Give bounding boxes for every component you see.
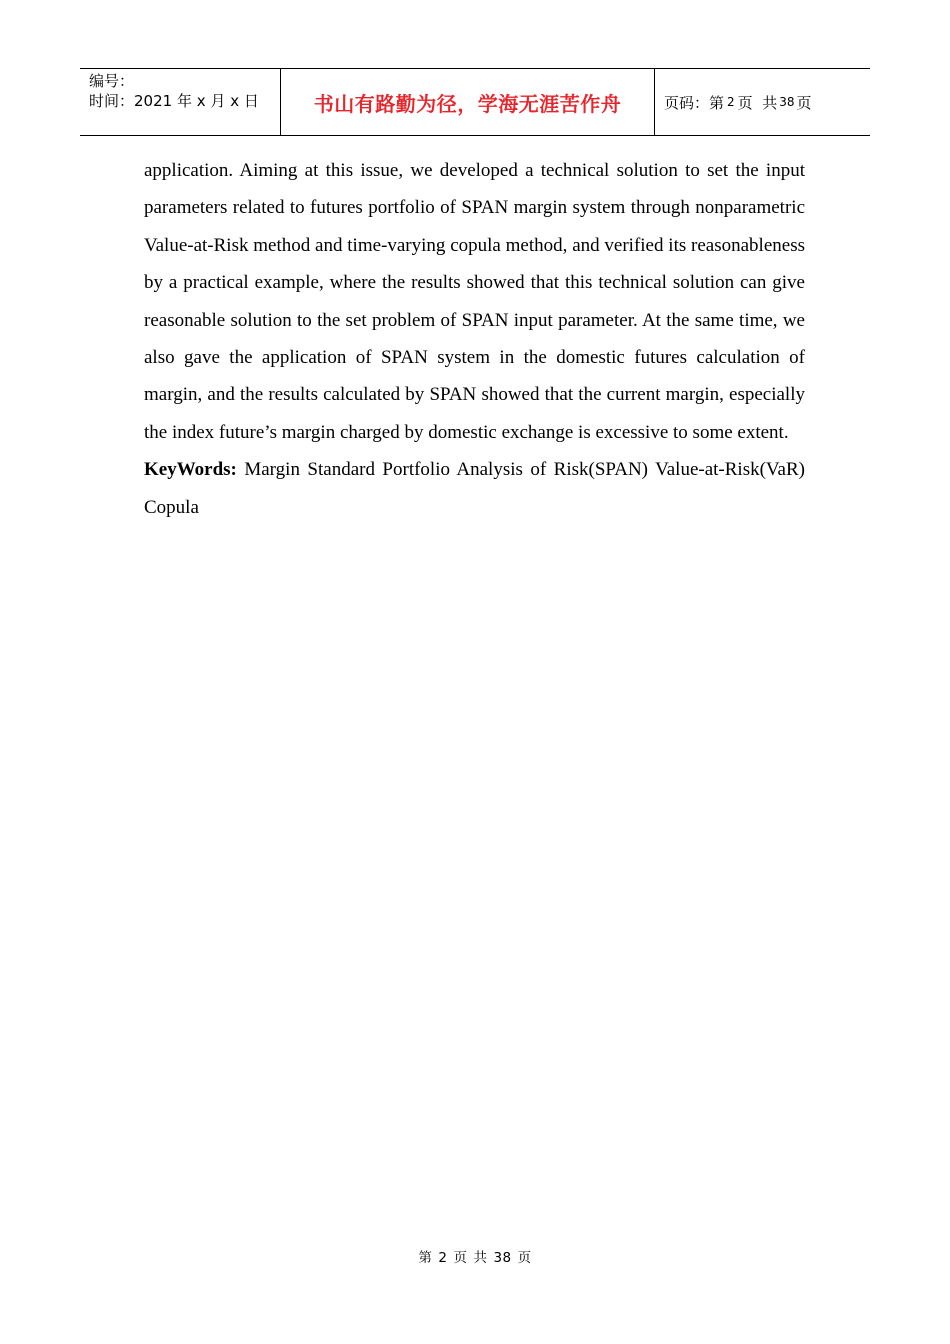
footer-prefix: 第 [418,1250,433,1266]
page-footer [0,1246,950,1266]
keyword-item: Margin [244,459,300,481]
time-year-char: 年 [176,92,192,110]
footer-total-prefix: 共 [473,1250,488,1266]
footer-current: 2 [438,1250,448,1266]
header-motto-cell [281,69,655,135]
time-year: 2021 [134,92,173,110]
time-day-placeholder: x [230,92,240,110]
abstract-body [144,152,805,526]
time-month-char: 月 [210,92,226,110]
keywords-label: KeyWords: [144,459,237,481]
header-meta-cell [80,69,281,135]
time-label: 时间： [89,92,135,110]
keywords-line [144,451,805,488]
time-month-placeholder: x [196,92,206,110]
abstract-paragraph: application. Aiming at this issue, we developed a technical solution to set the input parameters related to futures portfolio of SPAN margin system through nonparametric Value-at-Risk method and time-varying copula method, and verified its reasonableness by a practical example, where the results showed that this technical solution can give reasonable solution to the set problem of SPAN input parameter. At the same time, we also gave the application of SPAN system in the domestic futures calculation of margin, and the results calculated by SPAN showed that the current margin, especially the index future’s margin charged by domestic exchange is excessive to some extent. [144,160,805,443]
keyword-item: Standard Portfolio Analysis of Risk(SPAN) [307,459,648,481]
number-label: 编号： [89,72,135,90]
motto-text: 书山有路勤为径，学海无涯苦作舟 [313,91,622,116]
page-mid: 页 共 [737,93,778,112]
page-end: 页 [796,93,812,112]
time-day-char: 日 [243,92,259,110]
footer-suffix: 页 [517,1250,532,1266]
header-page-cell [655,69,870,135]
footer-mid: 页 [453,1250,468,1266]
page-label: 页码：第 [664,93,725,112]
date-line [89,91,280,111]
page-total: 38 [779,95,795,109]
document-header [80,68,870,136]
keyword-item: Copula [144,496,199,518]
page-current: 2 [727,95,735,109]
keywords-continuation [144,489,805,526]
footer-total: 38 [493,1250,512,1266]
keyword-item: Value-at-Risk(VaR) [655,459,805,481]
